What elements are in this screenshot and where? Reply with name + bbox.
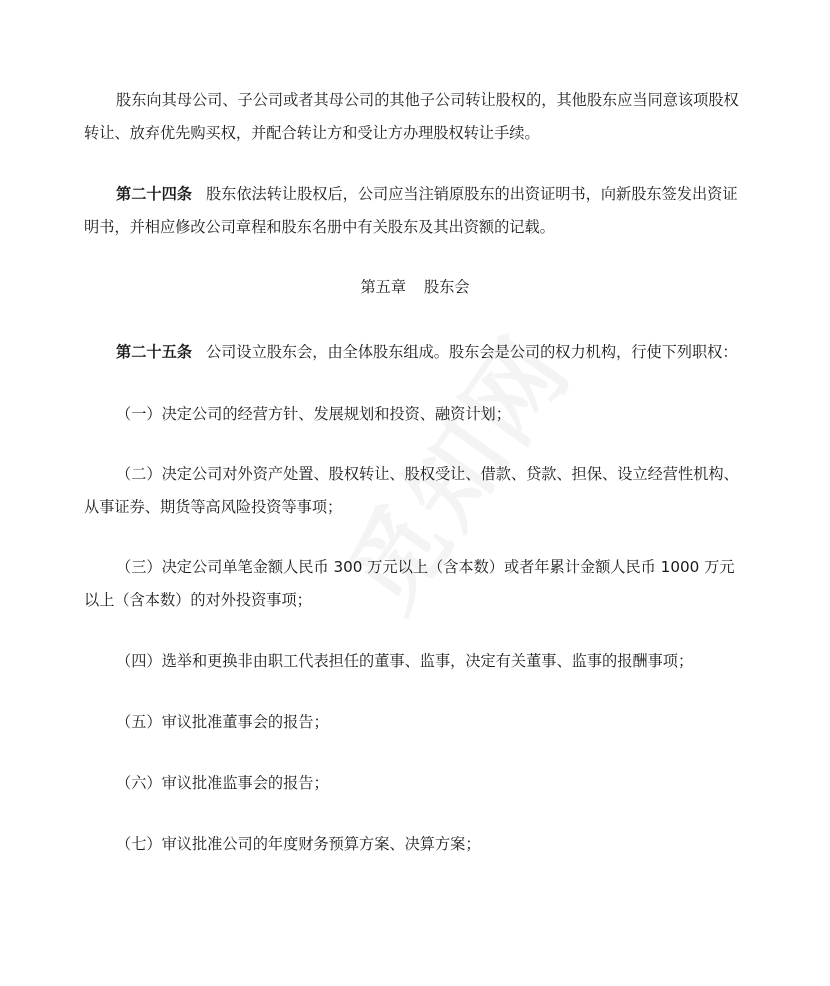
list-item-text: （三）决定公司单笔金额人民币 300 万元以上（含本数）或者年累计金额人民币 1000 万元以上（含本数）的对外投资事项； bbox=[84, 558, 735, 609]
article-24 bbox=[84, 178, 748, 244]
chapter-heading bbox=[0, 271, 830, 304]
article-25 bbox=[84, 336, 748, 369]
chapter-number: 第五章 bbox=[360, 278, 406, 296]
list-item-7 bbox=[84, 828, 748, 861]
list-item-5 bbox=[84, 706, 748, 739]
list-item-text: （五）审议批准董事会的报告； bbox=[116, 713, 329, 731]
paragraph-share-transfer-affiliates bbox=[84, 84, 748, 150]
article-text: 股东依法转让股权后，公司应当注销原股东的出资证明书，向新股东签发出资证明书，并相应修改公司章程和股东名册中有关股东及其出资额的记载。 bbox=[84, 185, 738, 236]
article-text: 公司设立股东会，由全体股东组成。股东会是公司的权力机构，行使下列职权： bbox=[205, 343, 738, 361]
list-item-4 bbox=[84, 645, 748, 678]
list-item-text: （六）审议批准监事会的报告； bbox=[116, 774, 329, 792]
list-item-1 bbox=[84, 398, 748, 431]
list-item-text: （一）决定公司的经营方针、发展规划和投资、融资计划； bbox=[116, 405, 511, 423]
list-item-text: （二）决定公司对外资产处置、股权转让、股权受让、借款、贷款、担保、设立经营性机构、从事证券、期货等高风险投资等事项； bbox=[84, 465, 739, 516]
list-item-3 bbox=[84, 551, 748, 617]
article-number: 第二十五条 bbox=[116, 343, 192, 361]
article-number: 第二十四条 bbox=[116, 185, 192, 203]
list-item-6 bbox=[84, 767, 748, 800]
paragraph-text: 股东向其母公司、子公司或者其母公司的其他子公司转让股权的，其他股东应当同意该项股权转让、放弃优先购买权，并配合转让方和受让方办理股权转让手续。 bbox=[84, 91, 739, 142]
list-item-2 bbox=[84, 458, 748, 524]
list-item-text: （四）选举和更换非由职工代表担任的董事、监事，决定有关董事、监事的报酬事项； bbox=[116, 652, 694, 670]
list-item-text: （七）审议批准公司的年度财务预算方案、决算方案； bbox=[116, 835, 481, 853]
chapter-title: 股东会 bbox=[424, 278, 470, 296]
